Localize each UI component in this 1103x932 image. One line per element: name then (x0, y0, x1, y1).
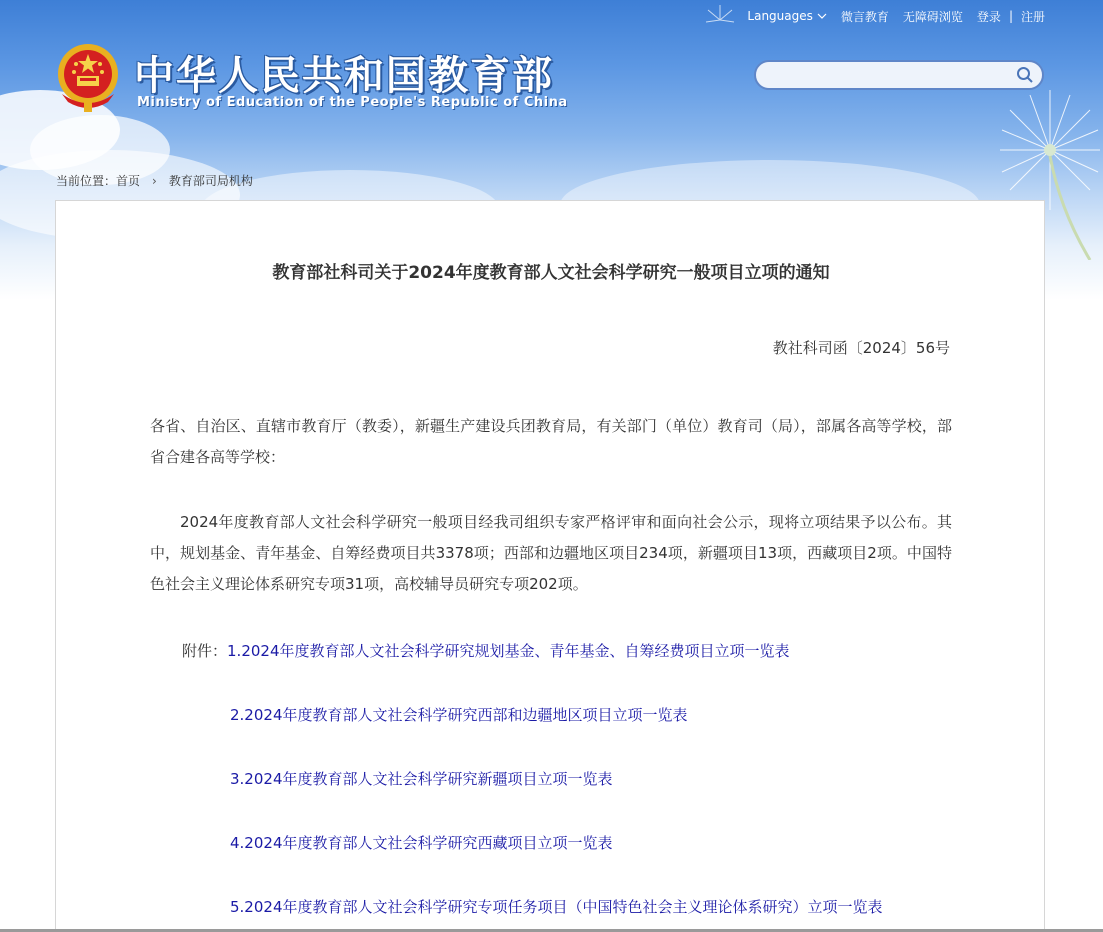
attachments-label: 附件： (182, 642, 228, 660)
body-paragraph: 2024年度教育部人文社会科学研究一般项目经我司组织专家严格评审和面向社会公示，现将立项结果予以公布。其中，规划基金、青年基金、自筹经费项目共3378项；西部和边疆地区项目234项，新疆项目13项，西藏项目2项。中国特色社会主义理论体系研究专项31项，高校辅导员研究专项202项。 (150, 513, 952, 593)
article-title: 教育部社科司关于2024年度教育部人文社会科学研究一般项目立项的通知 (272, 263, 830, 283)
search-box (754, 60, 1044, 90)
breadcrumb-home-link[interactable]: 首页 (116, 174, 141, 188)
search-icon[interactable] (1016, 66, 1034, 84)
article-content (55, 200, 1045, 932)
chevron-down-icon (817, 13, 827, 19)
attachment-row (230, 896, 883, 917)
login-link[interactable]: 登录 (976, 9, 1001, 24)
languages-dropdown[interactable] (747, 9, 826, 23)
emblem-icon (56, 42, 120, 114)
attachment-row (230, 704, 688, 725)
register-link[interactable]: 注册 (1020, 9, 1045, 24)
attachment-link-5[interactable]: 5.2024年度教育部人文社会科学研究专项任务项目（中国特色社会主义理论体系研究）立项一览表 (230, 898, 883, 916)
breadcrumb-current-link[interactable]: 教育部司局机构 (168, 174, 253, 188)
breadcrumb (56, 172, 253, 189)
search-input[interactable] (768, 65, 1008, 85)
top-links (747, 8, 1045, 24)
site-title-cn: 中华人民共和国教育部 (134, 53, 554, 99)
languages-label: Languages (747, 9, 813, 23)
attachment-link-3[interactable]: 3.2024年度教育部人文社会科学研究新疆项目立项一览表 (230, 770, 613, 788)
attachment-link-2[interactable]: 2.2024年度教育部人文社会科学研究西部和边疆地区项目立项一览表 (230, 706, 688, 724)
attachment-link-4[interactable]: 4.2024年度教育部人文社会科学研究西藏项目立项一览表 (230, 834, 613, 852)
weiyan-jiaoyu-link[interactable]: 微言教育 (840, 9, 889, 24)
document-number: 教社科司函〔2024〕56号 (772, 339, 950, 357)
link-separator: | (1008, 9, 1013, 23)
breadcrumb-separator: › (152, 173, 157, 188)
attachment-row (182, 640, 790, 661)
breadcrumb-prefix: 当前位置： (56, 174, 117, 188)
attachment-row (230, 768, 613, 789)
site-title-en: Ministry of Education of the People's Republic of China (137, 95, 568, 110)
attachment-row (230, 832, 613, 853)
accessibility-link[interactable]: 无障碍浏览 (902, 9, 963, 24)
salutation-paragraph: 各省、自治区、直辖市教育厅（教委），新疆生产建设兵团教育局，有关部门（单位）教育司（局），部属各高等学校，部省合建各高等学校： (150, 417, 952, 466)
attachment-link-1[interactable]: 1.2024年度教育部人文社会科学研究规划基金、青年基金、自筹经费项目立项一览表 (227, 642, 790, 660)
